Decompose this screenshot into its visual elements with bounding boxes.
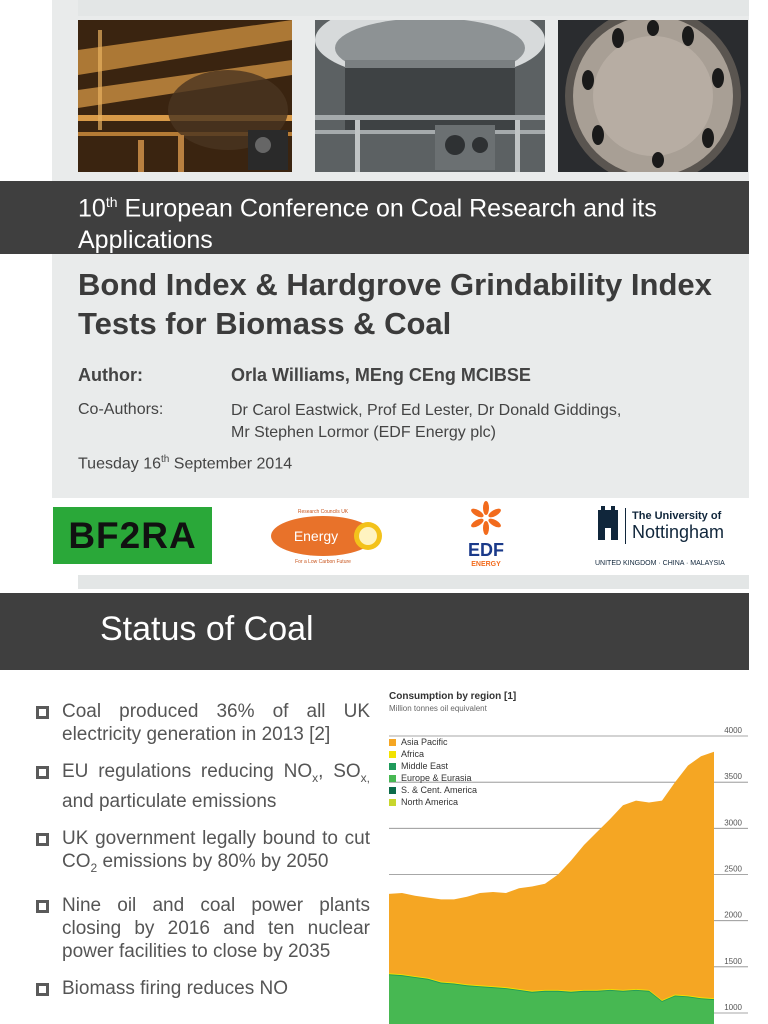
conference-title: 10th European Conference on Coal Research and its Applications — [78, 194, 657, 255]
bullet-item: Nine oil and coal power plants closing by 2016 and ten nuclear power facilities to close by 2035 — [34, 894, 370, 963]
bf2ra-logo: BF2RA — [53, 507, 212, 564]
bottom-strip — [78, 575, 749, 589]
bullet-item: UK government legally bound to cut $CO_2$ emissions by 80% by 2050 — [34, 827, 370, 880]
photo-biomass-sample — [558, 20, 748, 172]
y-tick-label: 1500 — [724, 956, 742, 966]
chart-subtitle: Million tonnes oil equivalent — [389, 704, 487, 713]
legend-label: S. & Cent. America — [401, 785, 478, 795]
coauthors-line2: Mr Stephen Lormor (EDF Energy plc) — [231, 424, 496, 441]
legend-item — [389, 772, 477, 784]
edf-logo-sub-text: ENERGY — [471, 561, 501, 568]
status-title: Status of Coal — [100, 610, 314, 648]
legend-swatch — [389, 751, 396, 758]
coauthors-label: Co-Authors: — [78, 401, 164, 418]
legend-swatch — [389, 799, 396, 806]
legend-swatch — [389, 763, 396, 770]
legend-swatch — [389, 787, 396, 794]
legend-item — [389, 784, 477, 796]
bullet-square-icon — [36, 766, 49, 779]
author-label: Author: — [78, 365, 143, 385]
legend-item — [389, 736, 477, 748]
legend-swatch — [389, 739, 396, 746]
chart-title: Consumption by region [1] — [389, 691, 517, 702]
legend-item — [389, 760, 477, 772]
legend-label: Africa — [401, 749, 425, 759]
bullet-square-icon — [36, 706, 49, 719]
y-tick-label: 3500 — [724, 772, 742, 782]
y-tick-label: 1000 — [724, 1003, 742, 1012]
photo-power-plant-interior — [78, 20, 292, 172]
rcuk-energy-logo — [268, 506, 388, 566]
bullet-item: Biomass firing reduces NO — [34, 977, 370, 1000]
y-tick-label: 2500 — [724, 864, 742, 874]
top-strip — [78, 0, 749, 16]
uon-logo-line3: UNITED KINGDOM · CHINA · MALAYSIA — [595, 560, 725, 567]
y-tick-label: 3000 — [724, 818, 742, 828]
presentation-date: Tuesday 16th September 2014 — [78, 454, 293, 473]
edf-energy-logo — [460, 500, 512, 570]
photo-mill-equipment — [315, 20, 545, 172]
legend-label: Europe & Eurasia — [401, 773, 472, 783]
bullet-item: Coal produced 36% of all UK electricity generation in 2013 [2] — [34, 700, 370, 746]
legend-label: North America — [401, 797, 459, 807]
energy-logo-top-text: Research Councils UK — [297, 509, 349, 515]
uon-logo-line2: Nottingham — [632, 522, 725, 542]
legend-label: Middle East — [401, 761, 449, 771]
presentation-title: Bond Index & Hardgrove Grindability Index Tests for Biomass & Coal — [78, 267, 712, 341]
bullet-square-icon — [36, 983, 49, 996]
uon-logo-line1: The University of — [632, 510, 722, 522]
bullet-item: EU regulations reducing $NO_x$, $SO_{x,}$ and particulate emissions — [34, 760, 370, 813]
legend-item — [389, 748, 477, 760]
legend-swatch — [389, 775, 396, 782]
legend-item — [389, 796, 477, 808]
coauthors-line1: Dr Carol Eastwick, Prof Ed Lester, Dr Donald Giddings, — [231, 402, 622, 419]
consumption-chart — [386, 686, 748, 1024]
author-name: Orla Williams, MEng CEng MCIBSE — [231, 365, 531, 385]
nottingham-logo — [592, 502, 742, 568]
coauthors-names — [231, 400, 701, 444]
bullet-list — [34, 700, 370, 1014]
bullet-square-icon — [36, 900, 49, 913]
bullet-square-icon — [36, 833, 49, 846]
edf-logo-main-text: EDF — [468, 540, 504, 560]
y-tick-label: 2000 — [724, 910, 742, 920]
energy-logo-main-text: Energy — [293, 528, 339, 544]
y-tick-label: 4000 — [724, 726, 742, 735]
chart-legend — [389, 736, 477, 808]
legend-label: Asia Pacific — [401, 737, 448, 747]
energy-logo-bottom-text: For a Low Carbon Future — [295, 559, 351, 565]
